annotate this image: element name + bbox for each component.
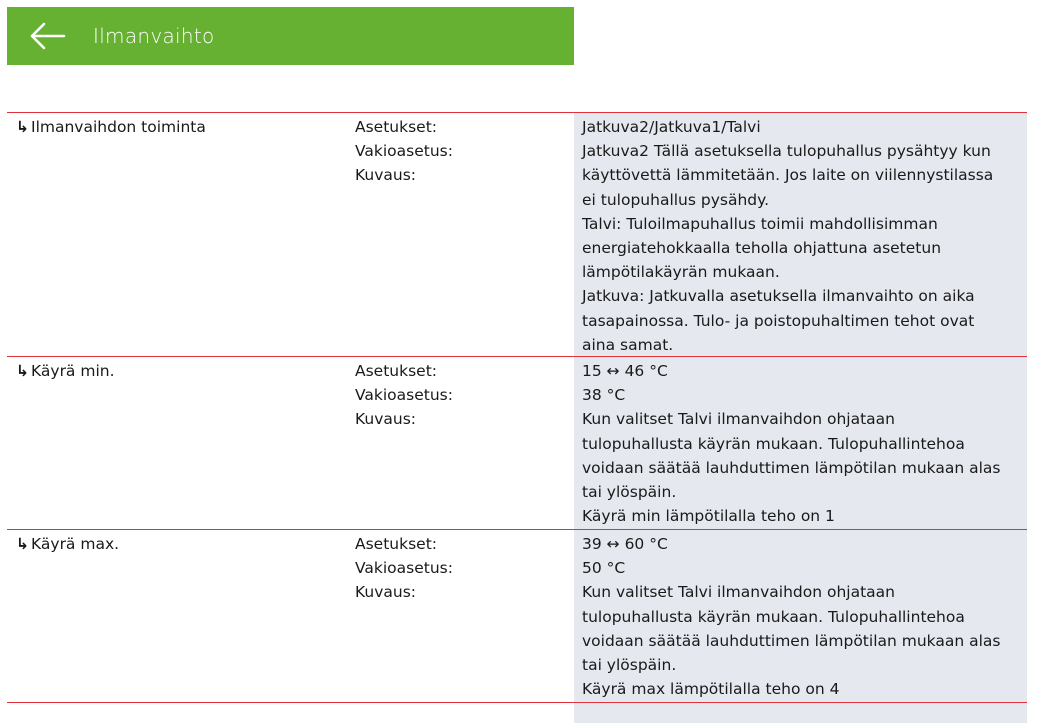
table-row [7,112,1027,356]
table-row [7,356,1027,529]
page-title: Ilmanvaihto [93,24,215,48]
description-line: Talvi: Tuloilmapuhallus toimii mahdollisimman [582,214,938,233]
settings-label: Asetukset: [355,118,438,136]
table-row [7,529,1027,702]
description-line: tulopuhallusta käyrän mukaan. Tulopuhallintehoa [582,434,965,453]
settings-value: 15 ↔ 46 °C [582,362,668,380]
description-line: Käyrä max lämpötilalla teho on 4 [582,680,840,699]
description-line: Kun valitset Talvi ilmanvaihdon ohjataan [582,583,895,602]
settings-table [7,112,1027,723]
sub-item-arrow-icon: ↳ [16,535,29,553]
description-line: käyttövettä lämmitetään. Jos laite on viilennystilassa [582,166,994,185]
settings-value: Jatkuva2/Jatkuva1/Talvi [582,118,761,136]
description-label: Kuvaus: [355,583,417,602]
description-line: tai ylöspäin. [582,656,677,675]
description-line: Jatkuva: Jatkuvalla asetuksella ilmanvaihto on aika [582,287,975,306]
description-line: tulopuhallusta käyrän mukaan. Tulopuhallintehoa [582,607,965,626]
description-line: lämpötilakäyrän mukaan. [582,263,780,282]
settings-value: 39 ↔ 60 °C [582,535,668,553]
arrow-left-icon [28,21,66,51]
description-line: energiatehokkaalla teholla ohjattuna asetetun [582,239,942,258]
sub-item-arrow-icon: ↳ [16,362,29,380]
header-bar [7,7,574,65]
sub-item-arrow-icon: ↳ [16,118,29,136]
settings-label: Asetukset: [355,362,438,380]
default-value: 50 °C [582,559,626,578]
settings-label: Asetukset: [355,535,438,553]
setting-name: Käyrä max. [31,535,120,553]
description-line: Käyrä min lämpötilalla teho on 1 [582,507,835,526]
description-line: voidaan säätää lauhduttimen lämpötilan mukaan alas [582,458,1001,477]
table-row-partial [7,702,1027,723]
default-label: Vakioasetus: [355,386,453,405]
default-label: Vakioasetus: [355,142,453,161]
description-line: tai ylöspäin. [582,483,677,502]
setting-name: Käyrä min. [31,362,115,380]
description-line: ei tulopuhallus pysähdy. [582,190,770,209]
description-line: Kun valitset Talvi ilmanvaihdon ohjataan [582,410,895,429]
default-label: Vakioasetus: [355,559,453,578]
description-line: aina samat. [582,335,674,354]
description-line: voidaan säätää lauhduttimen lämpötilan mukaan alas [582,631,1001,650]
description-line: Jatkuva2 Tällä asetuksella tulopuhallus pysähtyy kun [582,142,991,161]
setting-name: Ilmanvaihdon toiminta [31,118,206,136]
description-line: tasapainossa. Tulo- ja poistopuhaltimen tehot ovat [582,311,975,330]
description-label: Kuvaus: [355,166,417,185]
default-value: 38 °C [582,386,626,405]
description-label: Kuvaus: [355,410,417,429]
back-button[interactable] [7,7,87,65]
